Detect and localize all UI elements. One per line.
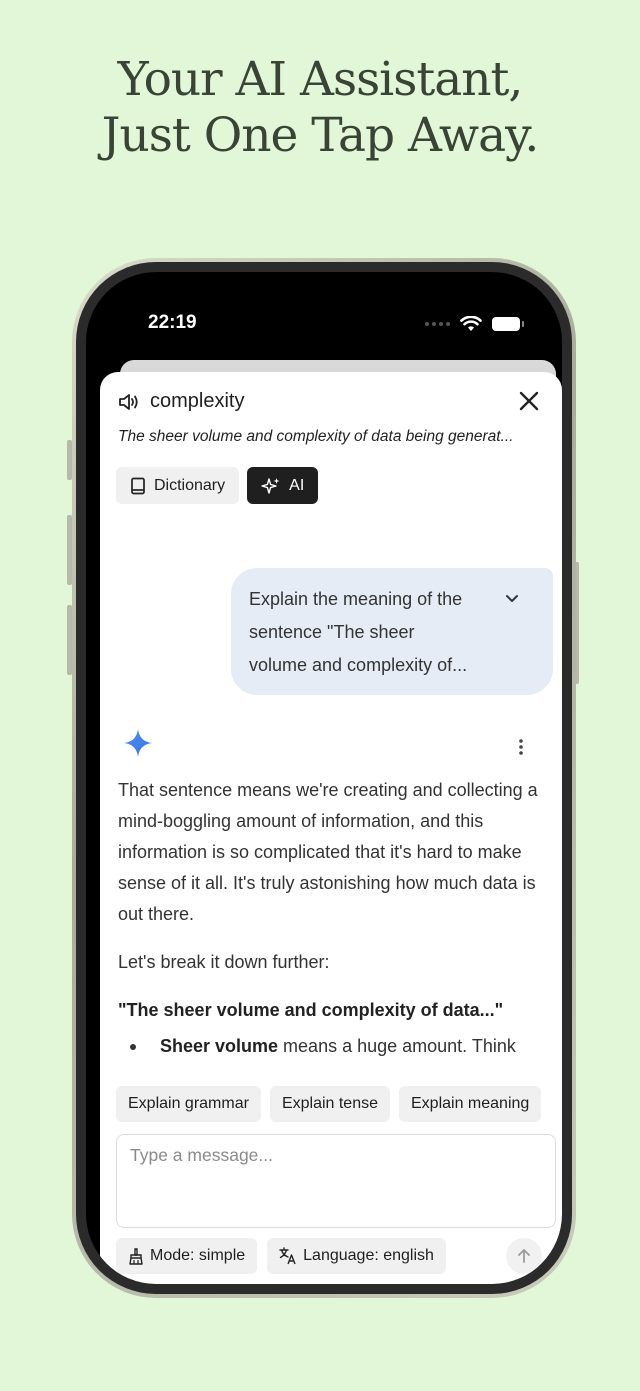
gemini-sparkle-icon: [122, 727, 154, 759]
tab-dictionary[interactable]: [116, 467, 239, 504]
wifi-icon: [460, 316, 482, 332]
mode-label: Mode: simple: [150, 1247, 246, 1264]
chip-explain-meaning[interactable]: Explain meaning: [399, 1086, 541, 1122]
tab-ai-label: AI: [289, 476, 305, 494]
sparkle-icon: [261, 477, 281, 495]
tab-dictionary-label: Dictionary: [154, 476, 226, 494]
close-icon[interactable]: [516, 388, 542, 414]
send-button[interactable]: [506, 1238, 542, 1274]
lookup-sheet: [100, 372, 562, 1284]
more-options-icon[interactable]: [518, 738, 524, 756]
language-selector[interactable]: [267, 1238, 446, 1274]
response-bullet-bold: Sheer volume: [160, 1036, 279, 1056]
response-bullet-text: means a huge amount. Think: [278, 1036, 516, 1056]
response-paragraph: That sentence means we're creating and collecting a mind-boggling amount of information, and this information is so complicated that it's hard to make sense of it all. It's truly astonishing how much data is out there.: [118, 780, 538, 924]
user-message-line: Explain the meaning of the: [249, 589, 463, 609]
word-header: [118, 390, 244, 413]
speaker-icon[interactable]: [118, 392, 140, 412]
chip-explain-grammar[interactable]: Explain grammar: [116, 1086, 261, 1122]
user-message-text: [249, 583, 493, 682]
phone-screen: [86, 272, 562, 1284]
composer-options: [116, 1238, 446, 1274]
mode-selector[interactable]: [116, 1238, 257, 1274]
lookup-word: complexity: [150, 390, 245, 412]
status-time: 22:19: [148, 312, 197, 333]
ai-response: [118, 775, 554, 1062]
context-sentence: The sheer volume and complexity of data being generat...: [118, 428, 514, 445]
phone-frame: [72, 258, 576, 1298]
battery-icon: [492, 317, 520, 331]
response-paragraph: Let's break it down further:: [118, 952, 330, 972]
user-message-line: sentence "The sheer: [249, 622, 415, 642]
arrow-up-icon: [517, 1248, 531, 1264]
chip-explain-tense[interactable]: Explain tense: [270, 1086, 390, 1122]
translate-icon: [279, 1247, 297, 1265]
broom-icon: [128, 1248, 144, 1265]
status-icons: [425, 316, 520, 332]
quick-action-chips: [100, 1086, 562, 1132]
mode-tabs: [116, 467, 318, 504]
book-icon: [130, 477, 146, 495]
response-heading: "The sheer volume and complexity of data...": [118, 1000, 504, 1020]
marketing-headline: [0, 52, 640, 164]
language-label: Language: english: [303, 1247, 434, 1264]
user-message-line: volume and complexity of...: [249, 655, 468, 675]
response-bullet: [118, 1031, 554, 1062]
headline-line-1: Your AI Assistant,: [117, 52, 523, 107]
message-input[interactable]: [116, 1134, 556, 1228]
headline-line-2: Just One Tap Away.: [101, 108, 539, 163]
chevron-down-icon[interactable]: [505, 594, 519, 604]
tab-ai[interactable]: [247, 467, 318, 504]
signal-icon: [425, 322, 450, 326]
user-message-bubble[interactable]: [231, 568, 553, 695]
